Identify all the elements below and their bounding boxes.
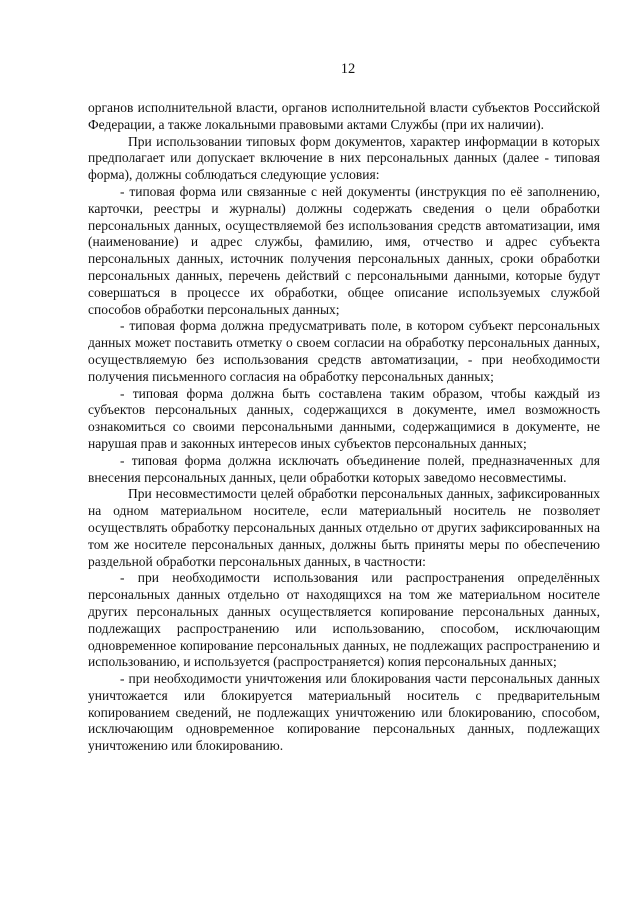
document-body [88,100,600,755]
list-item-2: - типовая форма должна предусматривать поле, в котором субъект персональных данных может поставить отметку о своем согласии на обработку персональных данных, осуществляемую без использования средств автоматизации, - при необходимости получения письменного согласия на обработку персональных данных; [88,318,600,384]
list-item-3: - типовая форма должна быть составлена таким образом, чтобы каждый из субъектов персональных данных, содержащихся в документе, имел возможность ознакомиться со своими персональными данными, содержащимися в документе, не нарушая прав и законных интересов иных субъектов персональных данных; [88,385,600,451]
list-item-1: - типовая форма или связанные с ней документы (инструкция по её заполнению, карточки, реестры и журналы) должны содержать сведения о цели обработки персональных данных, осуществляемой без использования средств автоматизации, имя (наименование) и адрес службы, фамилию, имя, отчество и адрес субъекта персональных данных, источник получения персональных данных, сроки обработки персональных данных, перечень действий с персональными данными, которые будут совершаться в процессе их обработки, общее описание используемых службой способов обработки персональных данных; [88,183,600,317]
paragraph-1: органов исполнительной власти, органов исполнительной власти субъектов Российской Федерации, а также локальными правовыми актами Службы (при их наличии). [88,100,600,132]
list-item-6: - при необходимости уничтожения или блокирования части персональных данных уничтожается или блокируется материальный носитель с предварительным копированием сведений, не подлежащих уничтожению или блокированию, способом, исключающим одновременное копирование персональных данных, подлежащих уничтожению или блокированию. [88,671,600,754]
list-item-4: - типовая форма должна исключать объединение полей, предназначенных для внесения персональных данных, цели обработки которых заведомо несовместимы. [88,452,600,485]
paragraph-2: При использовании типовых форм документов, характер информации в которых предполагает или допускает включение в них персональных данных (далее - типовая форма), должны соблюдаться следующие условия: [88,133,600,183]
list-item-5: - при необходимости использования или распространения определённых персональных данных отдельно от находящихся на том же материальном носителе других персональных данных осуществляется копирование персональных данных, подлежащих распространению или использованию, способом, исключающим одновременное копирование персональных данных, не подлежащих распространению и использованию, и используется (распространяется) копия персональных данных; [88,570,600,670]
page-number: 12 [340,61,356,77]
paragraph-3: При несовместимости целей обработки персональных данных, зафиксированных на одном материальном носителе, если материальный носитель не позволяет осуществлять обработку персональных данных отдельно от других зафиксированных на том же носителе персональных данных, должны быть приняты меры по обеспечению раздельной обработки персональных данных, в частности: [88,486,600,569]
